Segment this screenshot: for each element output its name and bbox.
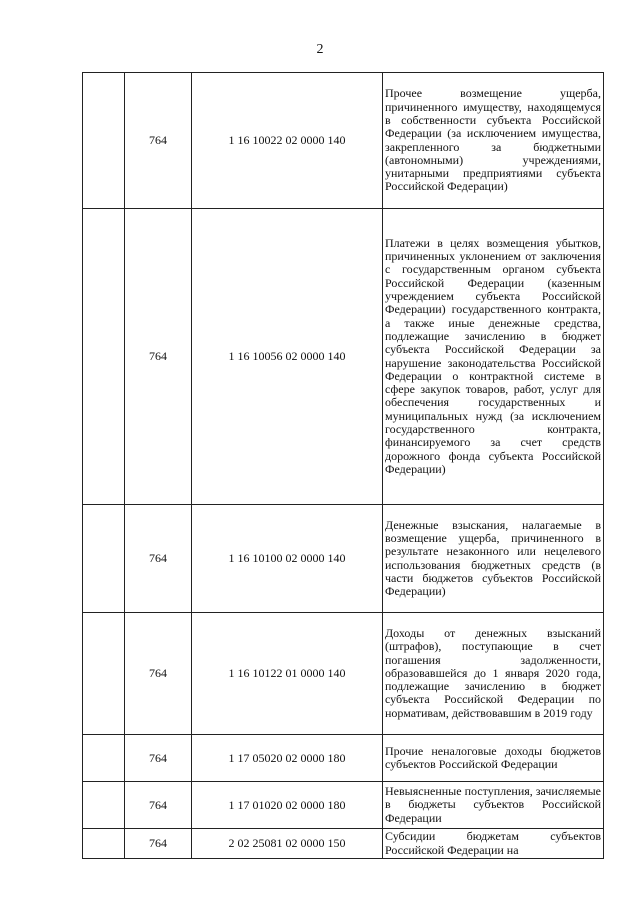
admin-code-cell: 764 (125, 209, 192, 505)
table-row (83, 505, 604, 613)
table-row (83, 73, 604, 209)
empty-cell (83, 209, 125, 505)
empty-cell (83, 829, 125, 859)
empty-cell (83, 735, 125, 782)
revenue-codes-table (82, 72, 604, 859)
admin-code-cell: 764 (125, 735, 192, 782)
table-row (83, 829, 604, 859)
table-row (83, 209, 604, 505)
description-cell: Доходы от денежных взысканий (штрафов), поступающие в счет погашения задолженности, образовавшейся до 1 января 2020 года, подлежащие зачислению в бюджет субъекта Российской Федерации по нормативам, действовавшим в 2019 году (383, 613, 604, 735)
kbk-code-cell: 1 16 10100 02 0000 140 (192, 505, 383, 613)
empty-cell (83, 782, 125, 829)
kbk-code-cell: 2 02 25081 02 0000 150 (192, 829, 383, 859)
kbk-code-cell: 1 17 01020 02 0000 180 (192, 782, 383, 829)
empty-cell (83, 505, 125, 613)
kbk-code-cell: 1 16 10056 02 0000 140 (192, 209, 383, 505)
description-cell: Невыясненные поступления, зачисляемые в бюджеты субъектов Российской Федерации (383, 782, 604, 829)
table-row (83, 613, 604, 735)
page-number: 2 (316, 42, 324, 57)
admin-code-cell: 764 (125, 782, 192, 829)
description-cell: Прочие неналоговые доходы бюджетов субъектов Российской Федерации (383, 735, 604, 782)
admin-code-cell: 764 (125, 829, 192, 859)
empty-cell (83, 613, 125, 735)
admin-code-cell: 764 (125, 505, 192, 613)
kbk-code-cell: 1 16 10022 02 0000 140 (192, 73, 383, 209)
empty-cell (83, 73, 125, 209)
description-cell: Субсидии бюджетам субъектов Российской Федерации на (383, 829, 604, 859)
table-row (83, 735, 604, 782)
admin-code-cell: 764 (125, 613, 192, 735)
description-cell: Платежи в целях возмещения убытков, причиненных уклонением от заключения с государственным органом субъекта Российской Федерации (казенным учреждением субъекта Российской Федерации) государственного контракта, а также иные денежные средства, подлежащие зачислению в бюджет субъекта Российской Федерации за нарушение законодательства Российской Федерации о контрактной системе в сфере закупок товаров, работ, услуг для обеспечения государственных и муниципальных нужд (за исключением государственного контракта, финансируемого за счет средств дорожного фонда субъекта Российской Федерации) (383, 209, 604, 505)
description-cell: Прочее возмещение ущерба, причиненного имуществу, находящемуся в собственности субъекта Российской Федерации (за исключением имущества, закрепленного за бюджетными (автономными) учреждениями, унитарными предприятиями субъекта Российской Федерации) (383, 73, 604, 209)
kbk-code-cell: 1 17 05020 02 0000 180 (192, 735, 383, 782)
admin-code-cell: 764 (125, 73, 192, 209)
description-cell: Денежные взыскания, налагаемые в возмещение ущерба, причиненного в результате незаконного или нецелевого использования бюджетных средств (в части бюджетов субъектов Российской Федерации) (383, 505, 604, 613)
table-row (83, 782, 604, 829)
kbk-code-cell: 1 16 10122 01 0000 140 (192, 613, 383, 735)
